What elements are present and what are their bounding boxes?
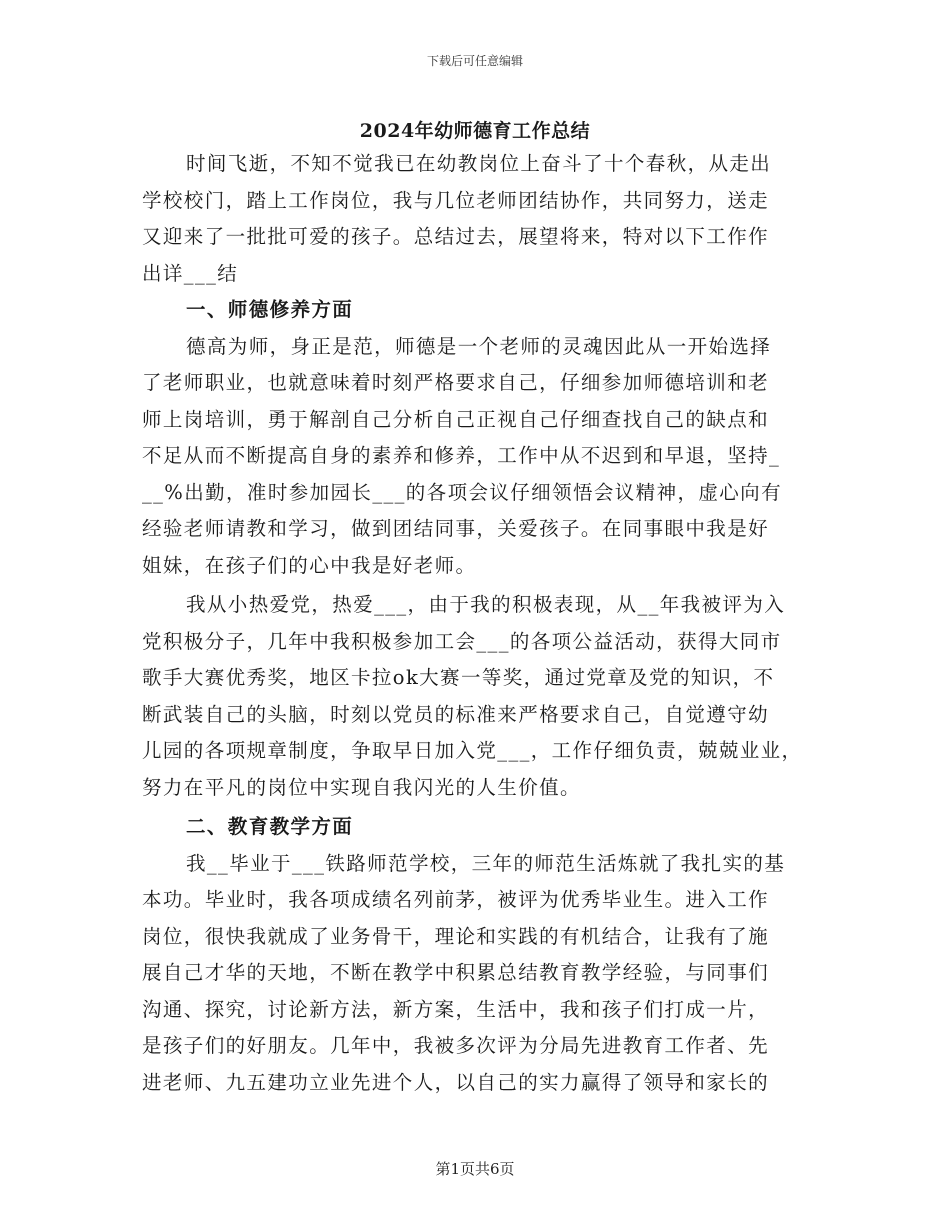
text-line: 出详___结 (142, 261, 239, 285)
text-line: 沟通、探究，讨论新方法，新方案，生活中，我和孩子们打成一片， (142, 997, 770, 1021)
text-line: 展自己才华的天地，不断在教学中积累总结教育教学经验，与同事们 (142, 961, 770, 984)
text-line: 进老师、九五建功立业先进个人，以自己的实力赢得了领导和家长的 (142, 1070, 770, 1094)
text-line: __%出勤，准时参加园长___的各项会议仔细领悟会议精神，虚心向有 (142, 480, 782, 504)
document-body (142, 146, 812, 1101)
text-line: 德高为师，身正是范，师德是一个老师的灵魂因此从一开始选择 (186, 334, 772, 358)
text-line: 党积极分子，几年中我积极参加工会___的各项公益活动，获得大同市 (142, 629, 782, 653)
text-line: 是孩子们的好朋友。几年中，我被多次评为分局先进教育工作者、先 (142, 1034, 770, 1057)
text-line: 又迎来了一批批可爱的孩子。总结过去，展望将来，特对以下工作作 (142, 225, 770, 248)
text-line: 了老师职业，也就意味着时刻严格要求自己，仔细参加师德培训和老 (142, 371, 770, 394)
document-title: 2024年幼师德育工作总结 (359, 120, 591, 142)
section-heading-1: 一、师德修养方面 (186, 298, 354, 321)
text-line: 本功。毕业时，我各项成绩名列前茅，被评为优秀毕业生。进入工作 (142, 888, 770, 911)
text-line: 不足从而不断提高自身的素养和修养，工作中从不迟到和早退，坚持_ (142, 444, 781, 467)
section1-paragraph-2 (142, 587, 812, 806)
page-indicator: 第1页共6页 (435, 1160, 515, 1178)
text-line: 学校校门，踏上工作岗位，我与几位老师团结协作，共同努力，送走 (142, 188, 770, 212)
text-line: 歌手大赛优秀奖，地区卡拉ok大赛一等奖，通过党章及党的知识，不 (142, 666, 775, 689)
text-line: 姐妹，在孩子们的心中我是好老师。 (142, 553, 477, 577)
section2-paragraph-1 (142, 846, 812, 1102)
text-line: 时间飞逝，不知不觉我已在幼教岗位上奋斗了十个春秋，从走出 (186, 152, 772, 175)
text-line: 儿园的各项规章制度，争取早日加入党___，工作仔细负责，兢兢业业， (142, 739, 803, 762)
section-heading-2: 二、教育教学方面 (186, 815, 354, 838)
section1-paragraph-1 (142, 329, 812, 585)
text-line: 我__毕业于___铁路师范学校，三年的师范生活炼就了我扎实的基 (186, 851, 786, 875)
text-line: 岗位，很快我就成了业务骨干，理论和实践的有机结合，让我有了施 (142, 924, 770, 948)
text-line: 断武装自己的头脑，时刻以党员的标准来严格要求自己，自觉遵守幼 (142, 702, 770, 726)
text-line: 经验老师请教和学习，做到团结同事，关爱孩子。在同事眼中我是好 (142, 517, 770, 540)
text-line: 我从小热爱党，热爱___，由于我的积极表现，从__年我被评为入 (186, 593, 786, 616)
text-line: 师上岗培训，勇于解剖自己分析自己正视自己仔细查找自己的缺点和 (142, 407, 770, 431)
intro-paragraph (142, 146, 812, 292)
header-note: 下载后可任意编辑 (426, 54, 523, 68)
text-line: 努力在平凡的岗位中实现自我闪光的人生价值。 (142, 775, 581, 799)
